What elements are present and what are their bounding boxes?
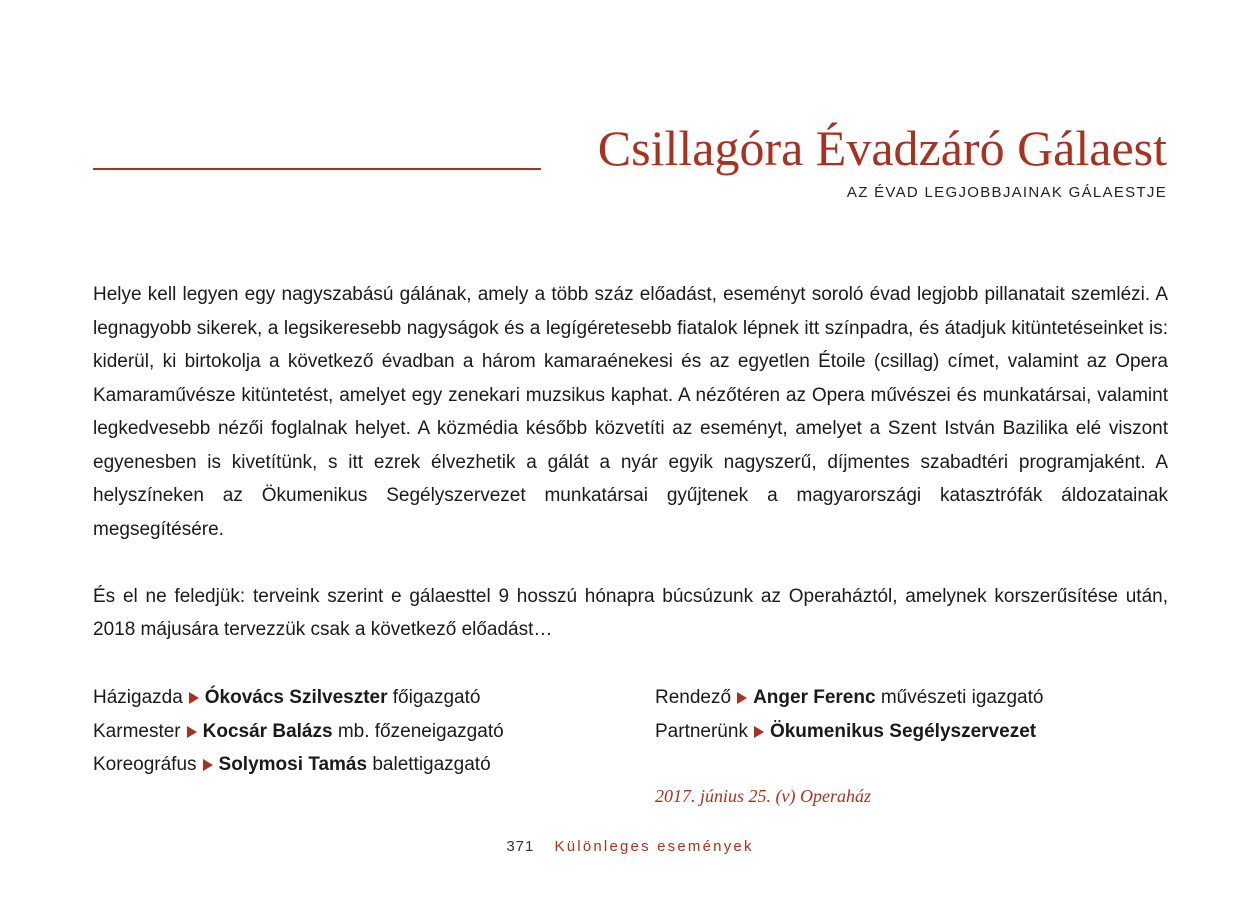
credit-row [655,681,1043,715]
credit-role: Partnerünk [655,720,748,742]
credit-name: Ökumenikus Segélyszervezet [769,720,1037,742]
paragraph: Helye kell legyen egy nagyszabású gálának, amely a több száz előadást, eseményt soroló évad legjobb pillanatait szemlézi. A legnagyobb sikerek, a legsikeresebb nagyságok és a legígéretesebb fiatalok lépnek itt színpadra, és átadjuk kitüntetéseinket is: kiderül, ki birtokolja a következő évadban a három kamaraénekesi és az egyetlen Étoile (csillag) címet, valamint az Opera Kamaraművésze kitüntetést, amelyet egy zenekari muzsikus kaphat. A nézőtéren az Opera művészei és munkatársai, valamint legkedvesebb nézői foglalnak helyet. A közmédia később közvetíti az eseményt, amelyet a Szent István Bazilika elé viszont egyenesben is kivetítünk, s itt ezrek élvezhetik a gálát a nyár egyik nagyszerű, díjmentes szabadtéri programjaként. A helyszíneken az Ökumenikus Segélyszervezet munkatársai gyűjtenek a magyarországi katasztrófák áldozatainak megsegítésére. [93,284,1168,540]
body-text [93,278,1168,647]
credit-title: főigazgató [392,687,481,708]
arrow-right-icon [754,726,764,738]
event-date: 2017. június 25. (v) Operaház [655,786,871,806]
credit-name: Solymosi Tamás [218,754,368,775]
credit-role: Karmester [93,720,181,742]
credit-row [93,748,504,782]
credit-title: mb. főzeneigazgató [337,720,504,742]
page-footer [0,838,1260,855]
credit-role: Rendező [655,687,732,708]
credit-title: művészeti igazgató [880,687,1044,708]
credit-role: Koreográfus [93,754,197,775]
credit-row [93,681,504,715]
page-title: Csillagóra Évadzáró Gálaest [597,120,1167,176]
arrow-right-icon [737,692,747,704]
title-rule [93,168,541,170]
page-subtitle: AZ ÉVAD LEGJOBBJAINAK GÁLAESTJE [846,184,1167,201]
credit-row [93,715,504,749]
credit-role: Házigazda [93,687,183,708]
credit-name: Anger Ferenc [753,687,876,708]
credit-name: Ókovács Szilveszter [204,687,388,708]
arrow-right-icon [189,692,199,704]
page-number: 371 [506,838,535,855]
arrow-right-icon [187,726,197,738]
section-title: Különleges események [554,838,754,855]
paragraph: És el ne feledjük: terveink szerint e gálaesttel 9 hosszú hónapra búcsúzunk az Operaháztól, amelynek korszerűsítése után, 2018 májusára tervezzük csak a következő előadást… [93,585,1168,640]
credits-right [655,681,1043,748]
credit-name: Kocsár Balázs [202,720,333,742]
arrow-right-icon [203,759,213,771]
credit-title: balettigazgató [372,754,491,775]
credit-row [655,715,1043,749]
credits-left [93,681,504,782]
